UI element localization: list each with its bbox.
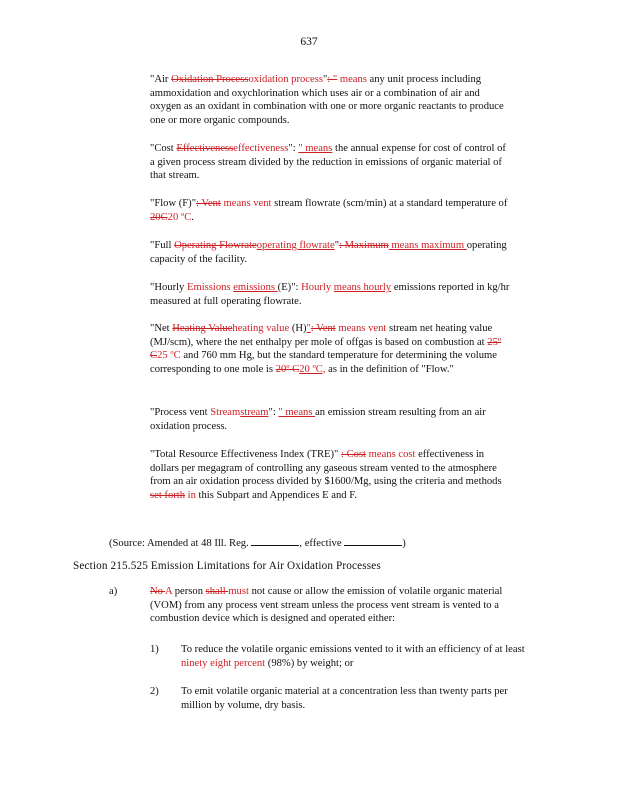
deleted-text: Heating Value [172,323,233,334]
inserted-text: 20 ºC [167,211,192,223]
text-run: ": [268,407,279,418]
inserted-text: A [165,586,173,597]
deleted-text: : Vent [196,198,221,209]
inserted-text: Stream [210,407,241,418]
text-run: "Hourly [150,282,187,293]
text-run: "Net [150,323,173,334]
inserted-text: oxidation process [248,74,323,85]
text-run: ": [288,143,299,154]
deleted-text: 20C [150,211,168,223]
inserted-text: ninety eight percent [181,657,266,669]
inserted-text-underlined: 20 ºC, [299,363,326,375]
text-run: "Total Resource Effectiveness Index (TRE)" [150,449,341,460]
deleted-text: Effectiveness [176,143,234,154]
source-prefix: (Source: Amended at 48 Ill. Reg. [109,538,252,549]
inserted-text: heating value [232,323,290,334]
definition-total-resource-effectiveness-index [150,448,510,502]
definition-full-operating-flowrate [150,239,510,266]
effective-date-blank [344,535,402,546]
inserted-text: means vent [220,198,272,209]
text-run: and 760 mm Hg, but the standard temperature for determining the volume corresponding to one mole is [150,350,497,375]
text-run: (H) [289,323,307,334]
inserted-text: effectiveness [233,143,289,154]
inserted-text: means cost [366,449,416,460]
deleted-text: shall [205,586,229,597]
paragraph-a-label: a) [109,586,118,597]
inserted-text-underlined: means maximum [388,240,467,251]
definition-flow [150,197,510,224]
text-run: "Process vent [150,407,211,418]
deleted-text: set forth [150,489,186,501]
text-run: an emission stream resulting from an air oxidation process. [150,407,486,432]
deleted-text: : Maximum [339,240,389,251]
text-run: effectiveness in dollars per megagram of controlling any gaseous stream vented to the atmosphere from an air oxidation process divided by $1600/Mg, using the criteria and methods [150,449,502,487]
inserted-text-underlined: stream [240,407,269,418]
inserted-text: must [228,586,249,597]
inserted-text-underlined: " means [278,407,316,418]
deleted-text: : " [327,74,338,85]
inserted-text: means vent [335,323,387,334]
inserted-text-underlined: " [306,323,311,334]
text-run: (E)": [277,282,302,293]
deleted-text: 20º C [275,363,300,375]
text-run: "Full [150,240,175,251]
text-run: . [191,211,194,223]
deleted-text: No [150,586,166,597]
inserted-text: in [185,489,196,501]
paragraph-a-text [150,585,535,626]
definition-process-vent-stream [150,406,510,433]
text-run: "Air [150,74,172,85]
text-run: stream net heating value (MJ/scm), where the net enthalpy per mole of offgas is based on combustion at [150,323,493,348]
text-run: not cause or allow the emission of volatile organic material (VOM) from any process vent stream unless the process vent stream is vented to a combustion device which is designed and operated either: [150,586,503,624]
source-effective: , effective [299,538,345,549]
text-run: emissions reported in kg/hr measured at full operating flowrate. [150,282,510,307]
text-run: this Subpart and Appendices E and F. [195,489,357,501]
text-run: as in the definition of "Flow." [325,363,454,375]
text-run: "Flow (F)" [150,198,197,209]
deleted-text: : Vent [310,323,336,334]
subitem-2-text [181,685,536,712]
text-run: person [172,586,206,597]
definition-hourly-emissions [150,281,510,308]
subitem-1-text [181,643,536,670]
deleted-text: 25º C [150,336,502,361]
inserted-text-underlined: operating flowrate [256,240,335,251]
text-run: "Cost [150,143,177,154]
inserted-text: means [337,74,367,85]
definition-cost-effectiveness [150,142,510,183]
section-heading: Section 215.525 Emission Limitations for Air Oxidation Processes [73,560,381,572]
subitem-2-label: 2) [150,686,159,697]
inserted-text: 25 ºC [157,350,181,361]
text-run: the annual expense for cost of control of a given process stream divided by the reduction in emissions of organic material of that stream. [150,143,506,181]
inserted-text-underlined: " means [298,143,333,154]
text-run: (98%) by weight; or [265,657,354,669]
page-number: 637 [300,36,318,48]
source-note [109,535,406,551]
deleted-text: Oxidation Process [171,74,249,85]
text-run: " [322,74,328,85]
text-run: To emit volatile organic material at a concentration less than twenty parts per million by volume, dry basis. [181,686,508,711]
subitem-1-label: 1) [150,644,159,655]
text-run: any unit process including ammoxidation and oxychlorination which uses air or a combination of air and oxygen as an oxidant in combination with one or more organic reactants to produce one or more organic compounds. [150,74,504,126]
text-run: operating capacity of the facility. [150,240,507,265]
source-close: ) [402,538,406,549]
definition-net-heating-value [150,322,510,376]
text-run: stream flowrate (scm/min) at a standard temperature of [271,198,508,209]
text-run: " [334,240,340,251]
inserted-text-underlined: emissions [233,282,278,293]
register-blank [251,535,299,546]
text-run: To reduce the volatile organic emissions vented to it with an efficiency of at least [181,644,525,655]
deleted-text: Operating Flowrate [174,240,257,251]
inserted-text-underlined: means hourly [333,282,392,293]
inserted-text: Emissions [187,282,231,293]
deleted-text: : Cost [340,449,367,460]
definition-air-oxidation-process [150,73,510,127]
inserted-text: Hourly [301,282,332,293]
